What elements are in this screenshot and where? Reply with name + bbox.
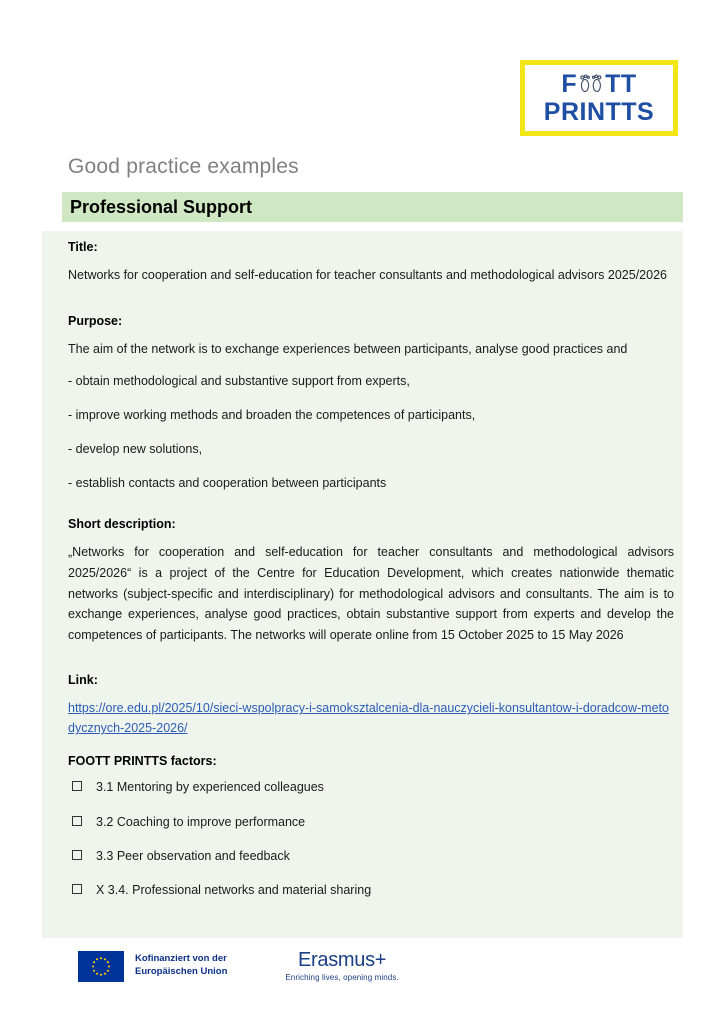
factors-label: FOOTT PRINTTS factors:	[68, 754, 217, 769]
purpose-intro: The aim of the network is to exchange experiences between participants, analyse good practices and	[68, 341, 628, 356]
factor-label: 3.1 Mentoring by experienced colleagues	[96, 780, 324, 795]
erasmus-logo	[285, 950, 398, 982]
spacer	[68, 657, 674, 673]
eu-funding-line-2: Europäischen Union	[135, 966, 228, 977]
page-title: Good practice examples	[68, 155, 299, 178]
document-content	[68, 240, 674, 916]
factor-checkbox-row[interactable]	[68, 882, 674, 898]
checkbox-icon[interactable]	[72, 884, 82, 894]
eu-funding-line-1: Kofinanziert von der	[135, 953, 227, 965]
footer-logos	[78, 950, 399, 982]
factor-checkbox-row[interactable]	[68, 779, 674, 795]
purpose-bullet: - improve working methods and broaden the competences of participants,	[68, 408, 476, 423]
purpose-label: Purpose:	[68, 313, 123, 328]
purpose-bullet: - establish contacts and cooperation between participants	[68, 476, 387, 491]
eu-funding-text	[135, 953, 227, 979]
purpose-bullet: - obtain methodological and substantive support from experts,	[68, 374, 410, 389]
section-header-band	[62, 192, 683, 222]
logo-letter-f: F	[561, 69, 578, 98]
title-value: Networks for cooperation and self-education for teacher consultants and methodological advisors 2025/2026	[68, 268, 667, 282]
factor-label: X 3.4. Professional networks and material sharing	[96, 883, 372, 898]
factor-label: 3.2 Coaching to improve performance	[96, 814, 306, 829]
logo-letters-tt: TT	[605, 69, 637, 98]
checkbox-icon[interactable]	[72, 816, 82, 826]
section-title: Professional Support	[70, 196, 253, 217]
footprint-icon	[578, 72, 604, 96]
checkbox-icon[interactable]	[72, 781, 82, 791]
foott-printts-logo	[520, 60, 678, 136]
spacer	[68, 738, 674, 754]
checkbox-icon[interactable]	[72, 850, 82, 860]
factor-label: 3.3 Peer observation and feedback	[96, 848, 290, 863]
purpose-bullet: - develop new solutions,	[68, 442, 203, 457]
spacer	[68, 298, 674, 314]
logo-line-two: PRINTTS	[543, 97, 655, 126]
resource-link[interactable]: https://ore.edu.pl/2025/10/sieci-wspolpracy-i-samoksztalcenia-dla-nauczycieli-konsultantow-i-doradcow-metodycznych-2025-2026/	[68, 701, 669, 736]
logo-line-one	[561, 69, 637, 98]
title-label: Title:	[68, 240, 98, 254]
factor-checkbox-row[interactable]	[68, 848, 674, 864]
spacer	[68, 507, 674, 517]
factor-checkbox-row[interactable]	[68, 814, 674, 830]
link-label: Link:	[68, 673, 98, 688]
eu-flag-icon	[78, 951, 124, 982]
short-description-value: „Networks for cooperation and self-education for teacher consultants and methodological advisors 2025/2026“ is a project of the Centre for Education Development, which creates nationwide thematic networks (subject-specific and interdisciplinary) for methodological advisors and consultants. The aim is to exchange experiences, analyse good practices, obtain substantive support from experts and develop the competences of participants. The networks will operate online from 15 October 2025 to 15 May 2026	[68, 545, 674, 642]
short-description-label: Short description:	[68, 517, 176, 532]
erasmus-name: Erasmus+	[297, 949, 387, 971]
erasmus-tagline: Enriching lives, opening minds.	[285, 973, 399, 982]
